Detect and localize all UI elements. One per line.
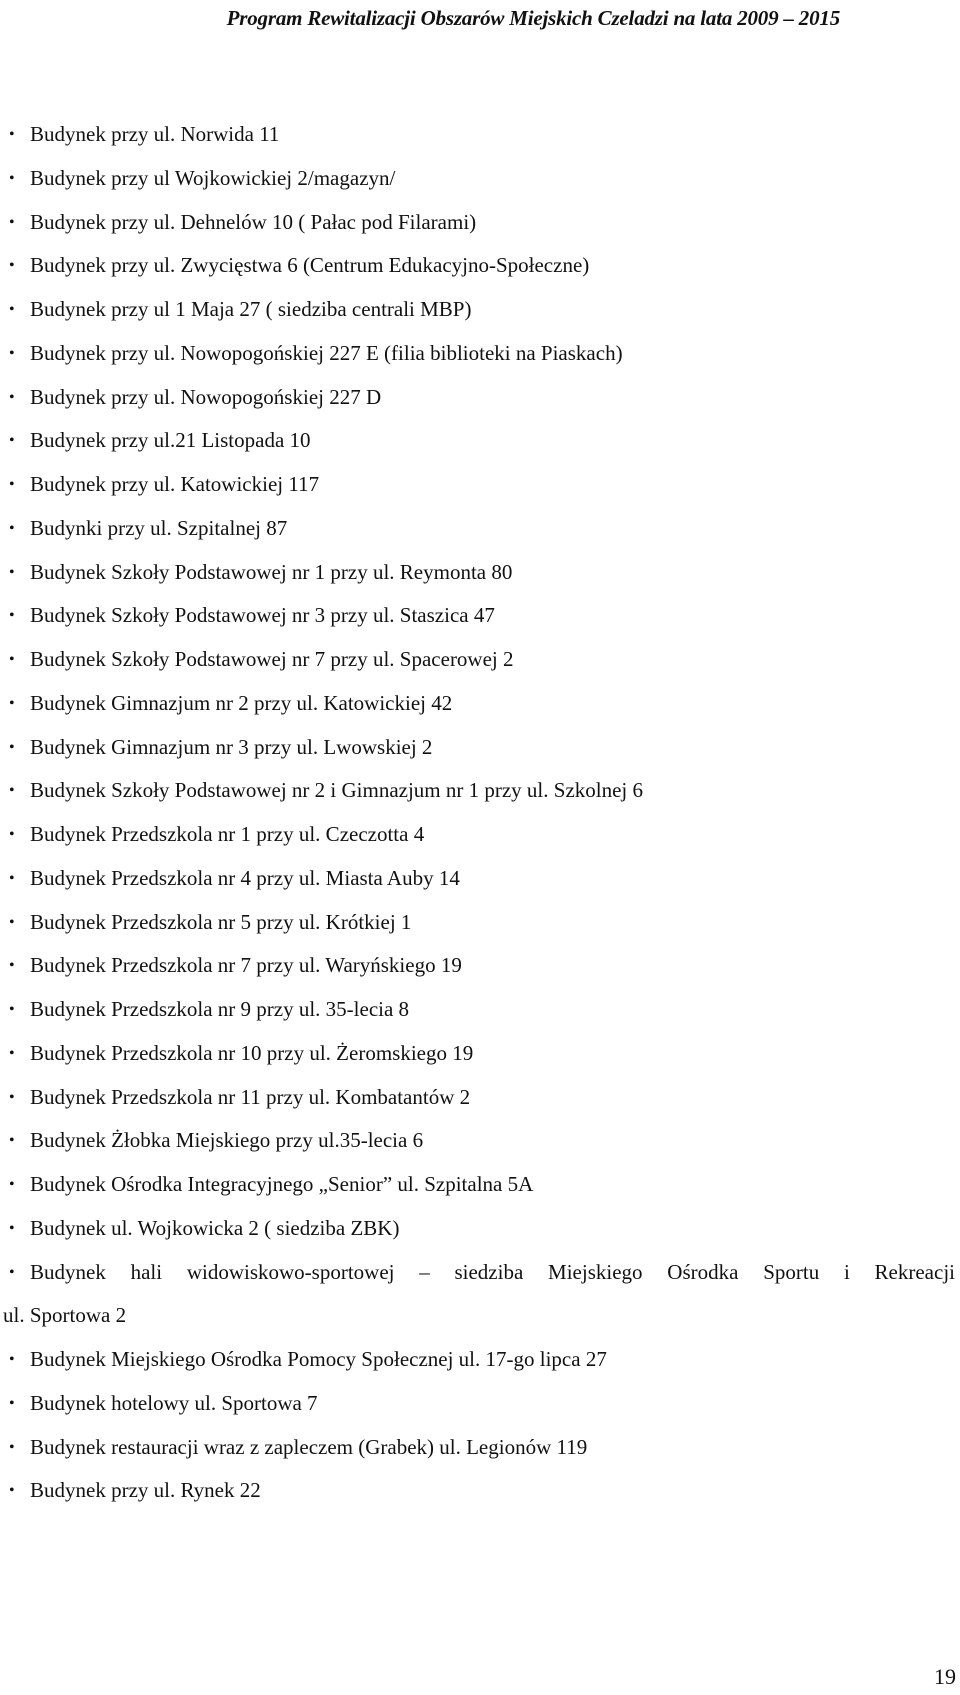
bullet-icon: • bbox=[9, 651, 15, 668]
bullet-icon: • bbox=[9, 1001, 15, 1018]
list-item bbox=[0, 988, 955, 1032]
list-item bbox=[0, 1032, 955, 1076]
list-item-text: Budynek przy ul.21 Listopada 10 bbox=[30, 428, 311, 453]
bullet-icon: • bbox=[9, 957, 15, 975]
bullet-icon: • bbox=[9, 126, 15, 143]
list-item-text: Budynek Przedszkola nr 5 przy ul. Krótkiej 1 bbox=[30, 909, 412, 934]
list-item-text: Budynek Przedszkola nr 1 przy ul. Czeczotta 4 bbox=[30, 822, 425, 846]
bullet-icon: • bbox=[9, 476, 15, 493]
bullet-icon: • bbox=[9, 301, 15, 318]
list-item bbox=[0, 1294, 955, 1338]
list-item bbox=[0, 288, 955, 332]
list-item bbox=[0, 1119, 955, 1163]
bullet-icon: • bbox=[9, 607, 15, 625]
list-item bbox=[0, 901, 955, 945]
bullet-icon: • bbox=[9, 826, 15, 843]
bullet-icon: • bbox=[9, 563, 15, 581]
list-item bbox=[0, 113, 955, 157]
bullet-icon: • bbox=[9, 694, 15, 712]
list-item-text: Budynek przy ul. Nowopogońskiej 227 E (filia biblioteki na Piaskach) bbox=[30, 340, 623, 365]
list-item bbox=[0, 726, 955, 770]
list-item-text: Budynek przy ul. Norwida 11 bbox=[30, 122, 280, 146]
list-item-text: Budynek Ośrodka Integracyjnego „Senior” ul. Szpitalna 5A bbox=[30, 1172, 534, 1196]
list-item bbox=[0, 551, 955, 595]
list-item-text: Budynek ul. Wojkowicka 2 ( siedziba ZBK) bbox=[30, 1215, 400, 1240]
bullet-icon: • bbox=[9, 169, 15, 187]
bullet-icon: • bbox=[9, 1132, 15, 1150]
page-number: 19 bbox=[934, 1664, 956, 1689]
list-item-text: Budynek hotelowy ul. Sportowa 7 bbox=[30, 1390, 318, 1415]
bullet-icon: • bbox=[9, 1394, 15, 1412]
list-item bbox=[0, 1207, 955, 1251]
list-item bbox=[0, 1469, 955, 1513]
bullet-icon: • bbox=[9, 869, 15, 887]
list-item-text: Budynek Przedszkola nr 4 przy ul. Miasta Auby 14 bbox=[30, 865, 460, 890]
list-item-text: Budynek przy ul 1 Maja 27 ( siedziba centrali MBP) bbox=[30, 297, 472, 321]
list-item bbox=[0, 1382, 955, 1426]
bullet-icon: • bbox=[9, 1044, 15, 1062]
bullet-icon: • bbox=[9, 1263, 15, 1281]
list-item-text: Budynek restauracji wraz z zapleczem (Grabek) ul. Legionów 119 bbox=[30, 1434, 588, 1459]
list-item bbox=[0, 244, 955, 288]
bullet-icon: • bbox=[9, 257, 15, 275]
list-item bbox=[0, 638, 955, 682]
list-item bbox=[0, 594, 955, 638]
list-item bbox=[0, 1076, 955, 1120]
list-item-text: Budynek Żłobka Miejskiego przy ul.35-lecia 6 bbox=[30, 1128, 424, 1153]
list-item bbox=[0, 857, 955, 901]
list-item bbox=[0, 813, 955, 857]
list-item-text: Budynek Miejskiego Ośrodka Pomocy Społecznej ul. 17-go lipca 27 bbox=[30, 1347, 607, 1371]
list-item-text: Budynek Szkoły Podstawowej nr 7 przy ul. Spacerowej 2 bbox=[30, 647, 514, 671]
list-item bbox=[0, 463, 955, 507]
list-item-text: Budynek przy ul. Dehnelów 10 ( Pałac pod Filarami) bbox=[30, 209, 477, 234]
bullet-icon: • bbox=[9, 738, 15, 756]
bullet-icon: • bbox=[9, 1219, 15, 1237]
list-item bbox=[0, 507, 955, 551]
building-list bbox=[0, 113, 955, 1513]
list-item bbox=[0, 201, 955, 245]
list-item bbox=[0, 1251, 955, 1295]
bullet-icon: • bbox=[9, 913, 15, 931]
list-item-text: Budynek Szkoły Podstawowej nr 2 i Gimnazjum nr 1 przy ul. Szkolnej 6 bbox=[30, 778, 644, 803]
bullet-icon: • bbox=[9, 782, 15, 800]
bullet-icon: • bbox=[9, 1176, 15, 1193]
bullet-icon: • bbox=[9, 1438, 15, 1456]
bullet-icon: • bbox=[9, 519, 15, 537]
bullet-icon: • bbox=[9, 1351, 15, 1368]
list-item-text: Budynek hali widowiskowo-sportowej – siedziba Miejskiego Ośrodka Sportu i Rekreacji bbox=[30, 1259, 955, 1284]
list-item-text: Budynek Szkoły Podstawowej nr 3 przy ul. Staszica 47 bbox=[30, 603, 495, 628]
bullet-icon: • bbox=[9, 1482, 15, 1500]
list-item bbox=[0, 157, 955, 201]
bullet-icon: • bbox=[9, 1088, 15, 1106]
list-item bbox=[0, 682, 955, 726]
page-header-title: Program Rewitalizacji Obszarów Miejskich Czeladzi na lata 2009 – 2015 bbox=[226, 6, 840, 30]
bullet-icon: • bbox=[9, 388, 15, 406]
list-item-text: Budynek Gimnazjum nr 3 przy ul. Lwowskiej 2 bbox=[30, 734, 433, 759]
list-item-text: Budynek Przedszkola nr 7 przy ul. Waryńskiego 19 bbox=[30, 953, 462, 978]
list-item bbox=[0, 376, 955, 420]
list-item-text: Budynek przy ul. Zwycięstwa 6 (Centrum Edukacyjno-Społeczne) bbox=[30, 253, 590, 278]
list-item bbox=[0, 944, 955, 988]
list-item-text: Budynki przy ul. Szpitalnej 87 bbox=[30, 515, 288, 540]
list-item-text: Budynek Przedszkola nr 10 przy ul. Żeromskiego 19 bbox=[30, 1040, 474, 1065]
list-item-text: Budynek przy ul. Rynek 22 bbox=[30, 1478, 261, 1503]
bullet-icon: • bbox=[9, 344, 15, 362]
list-item-text: Budynek Szkoły Podstawowej nr 1 przy ul. Reymonta 80 bbox=[30, 559, 513, 584]
list-item bbox=[0, 332, 955, 376]
list-item-text: Budynek Gimnazjum nr 2 przy ul. Katowickiej 42 bbox=[30, 690, 453, 715]
list-item bbox=[0, 1426, 955, 1470]
list-item bbox=[0, 1163, 955, 1207]
list-item-text: Budynek Przedszkola nr 11 przy ul. Kombatantów 2 bbox=[30, 1084, 471, 1109]
list-item-text: Budynek Przedszkola nr 9 przy ul. 35-lecia 8 bbox=[30, 997, 410, 1021]
list-item-text: Budynek przy ul. Katowickiej 117 bbox=[30, 472, 320, 496]
list-item-text: Budynek przy ul Wojkowickiej 2/magazyn/ bbox=[30, 165, 396, 190]
bullet-icon: • bbox=[9, 213, 15, 231]
list-item bbox=[0, 1338, 955, 1382]
list-item-text: ul. Sportowa 2 bbox=[3, 1303, 127, 1328]
list-item bbox=[0, 419, 955, 463]
list-item bbox=[0, 769, 955, 813]
list-item-text: Budynek przy ul. Nowopogońskiej 227 D bbox=[30, 384, 382, 409]
bullet-icon: • bbox=[9, 432, 15, 450]
